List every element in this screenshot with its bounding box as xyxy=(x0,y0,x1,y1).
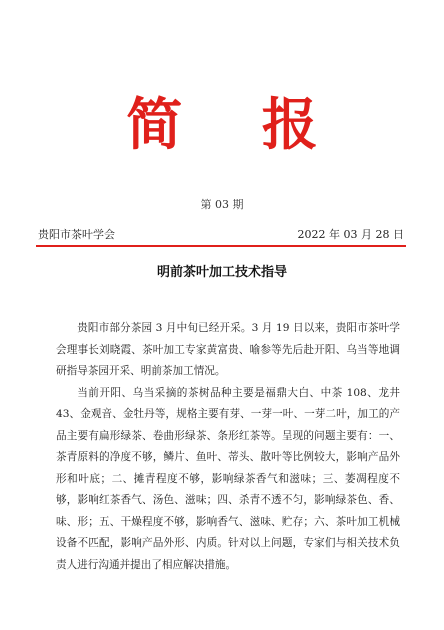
article-paragraph: 贵阳市部分茶园 3 月中旬已经开采。3 月 19 日以来，贵阳市茶叶学会理事长刘晓霞、茶叶加工专家黄富贵、喻参等先后赴开阳、乌当等地调研指导茶园开采、明前茶加工情况。 xyxy=(56,322,400,377)
article-body xyxy=(56,318,400,576)
document-meta-row xyxy=(38,228,404,242)
red-divider-line xyxy=(36,245,406,247)
article-title: 明前茶叶加工技术指导 xyxy=(156,265,287,280)
organization-name: 贵阳市茶叶学会 xyxy=(38,228,115,241)
issue-number: 第 03 期 xyxy=(200,198,244,211)
masthead-title: 简 报 xyxy=(126,93,348,158)
article-paragraph: 当前开阳、乌当采摘的茶树品种主要是福鼎大白、中茶 108、龙井 43、金观音、金牡丹等，规格主要有芽、一芽一叶、一芽二叶，加工的产品主要有扁形绿茶、卷曲形绿茶、条形红茶等。呈现的问题主要有：一、茶青原料的净度不够，鳞片、鱼叶、蒂头、散叶等比例较大，影响产品外形和叶底；二、摊青程度不够，影响绿茶香气和滋味；三、萎凋程度不够，影响红茶香气、汤色、滋味；四、杀青不透不匀，影响绿茶色、香、味、形；五、干燥程度不够，影响香气、滋味、贮存；六、茶叶加工机械设备不匹配，影响产品外形、内质。针对以上问题，专家们与相关技术负责人进行沟通并提出了相应解决措施。 xyxy=(56,386,400,571)
publication-date: 2022 年 03 月 28 日 xyxy=(297,228,404,241)
